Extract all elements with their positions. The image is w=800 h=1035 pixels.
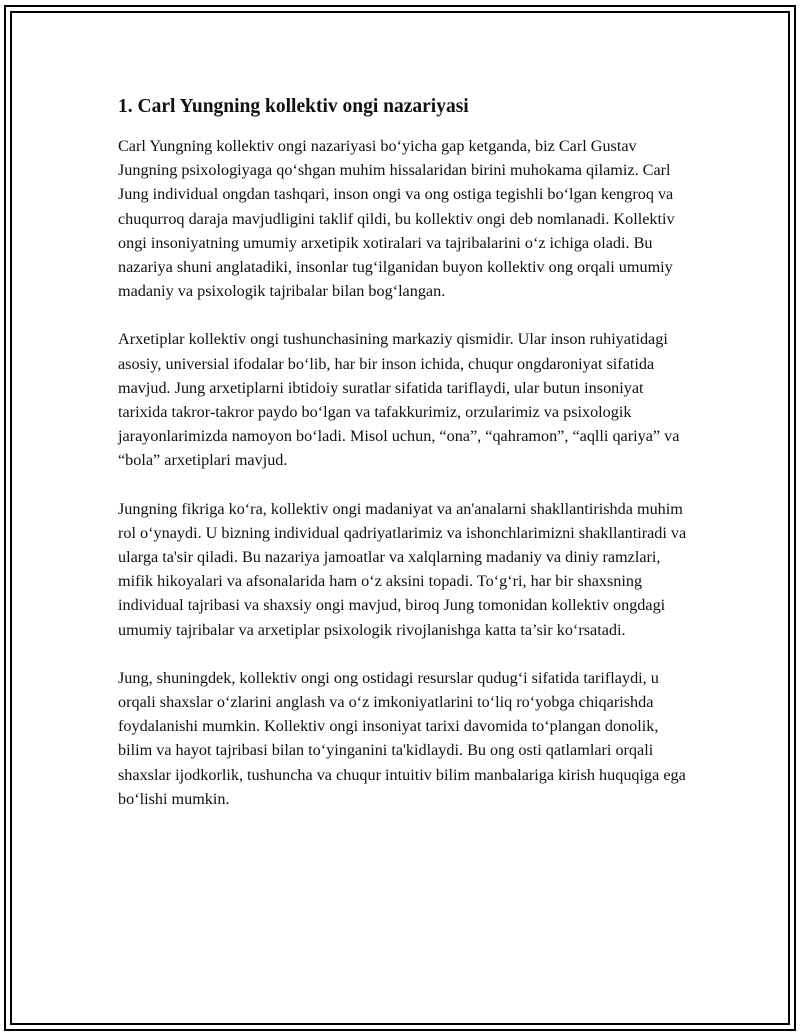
paragraph-4: Jung, shuningdek, kollektiv ongi ong ostidagi resurslar qudug‘i sifatida tariflaydi, u orqali shaxslar o‘zlarini anglash va o‘z imkoniyatlarini to‘liq ro‘yobga chiqarishda foydalanishi mumkin. Kollektiv ongi insoniyat tarixi davomida to‘plangan donolik, bilim va hayot tajribasi bilan to‘yinganini ta'kidlaydi. Bu ong osti qatlamlari orqali shaxslar ijodkorlik, tushuncha va chuqur intuitiv bilim manbalariga kirish huquqiga ega bo‘lishi mumkin. bbox=[118, 668, 686, 808]
paragraph-2: Arxetiplar kollektiv ongi tushunchasining markaziy qismidir. Ular inson ruhiyatidagi asosiy, universial ifodalar bo‘lib, har bir inson ichida, chuqur ongdaroniyat sifatida mavjud. Jung arxetiplarni ibtidoiy suratlar sifatida tariflaydi, ular butun insoniyat tarixida takror-takror paydo bo‘lgan va tafakkurimiz, orzularimiz va psixologik jarayonlarimizda namoyon bo‘ladi. Misol uchun, “ona”, “qahramon”, “aqlli qariya” va “bola” arxetiplari mavjud. bbox=[118, 330, 680, 470]
document-body bbox=[118, 94, 688, 835]
paragraph-3: Jungning fikriga ko‘ra, kollektiv ongi madaniyat va an'analarni shakllantirishda muhim rol o‘ynaydi. U bizning individual qadriyatlarimiz va ishonchlarimizni shakllantiradi va ularga ta'sir qiladi. Bu nazariya jamoatlar va xalqlarning madaniy va diniy ramzlari, mifik hikoyalari va afsonalarida ham o‘z aksini topadi. To‘g‘ri, har bir shaxsning individual tajribasi va shaxsiy ongi mavjud, biroq Jung tomonidan kollektiv ongdagi umumiy tajribalar va arxetiplar psixologik rivojlanishga katta ta’sir ko‘rsatadi. bbox=[118, 499, 687, 639]
paragraph-1: Carl Yungning kollektiv ongi nazariyasi bo‘yicha gap ketganda, biz Carl Gustav Jungning psixologiyaga qo‘shgan muhim hissalaridan birini muhokama qilamiz. Carl Jung individual ongdan tashqari, inson ongi va ong ostiga tegishli bo‘lgan kengroq va chuqurroq daraja mavjudligini taklif qildi, bu kollektiv ongi deb nomlanadi. Kollektiv ongi insoniyatning umumiy arxetipik xotiralari va tajribalarini o‘z ichiga oladi. Bu nazariya shuni anglatadiki, insonlar tug‘ilganidan buyon kollektiv ong orqali umumiy madaniy va psixologik tajribalar bilan bog‘langan. bbox=[118, 137, 675, 301]
document-title: 1. Carl Yungning kollektiv ongi nazariyasi bbox=[118, 96, 469, 117]
